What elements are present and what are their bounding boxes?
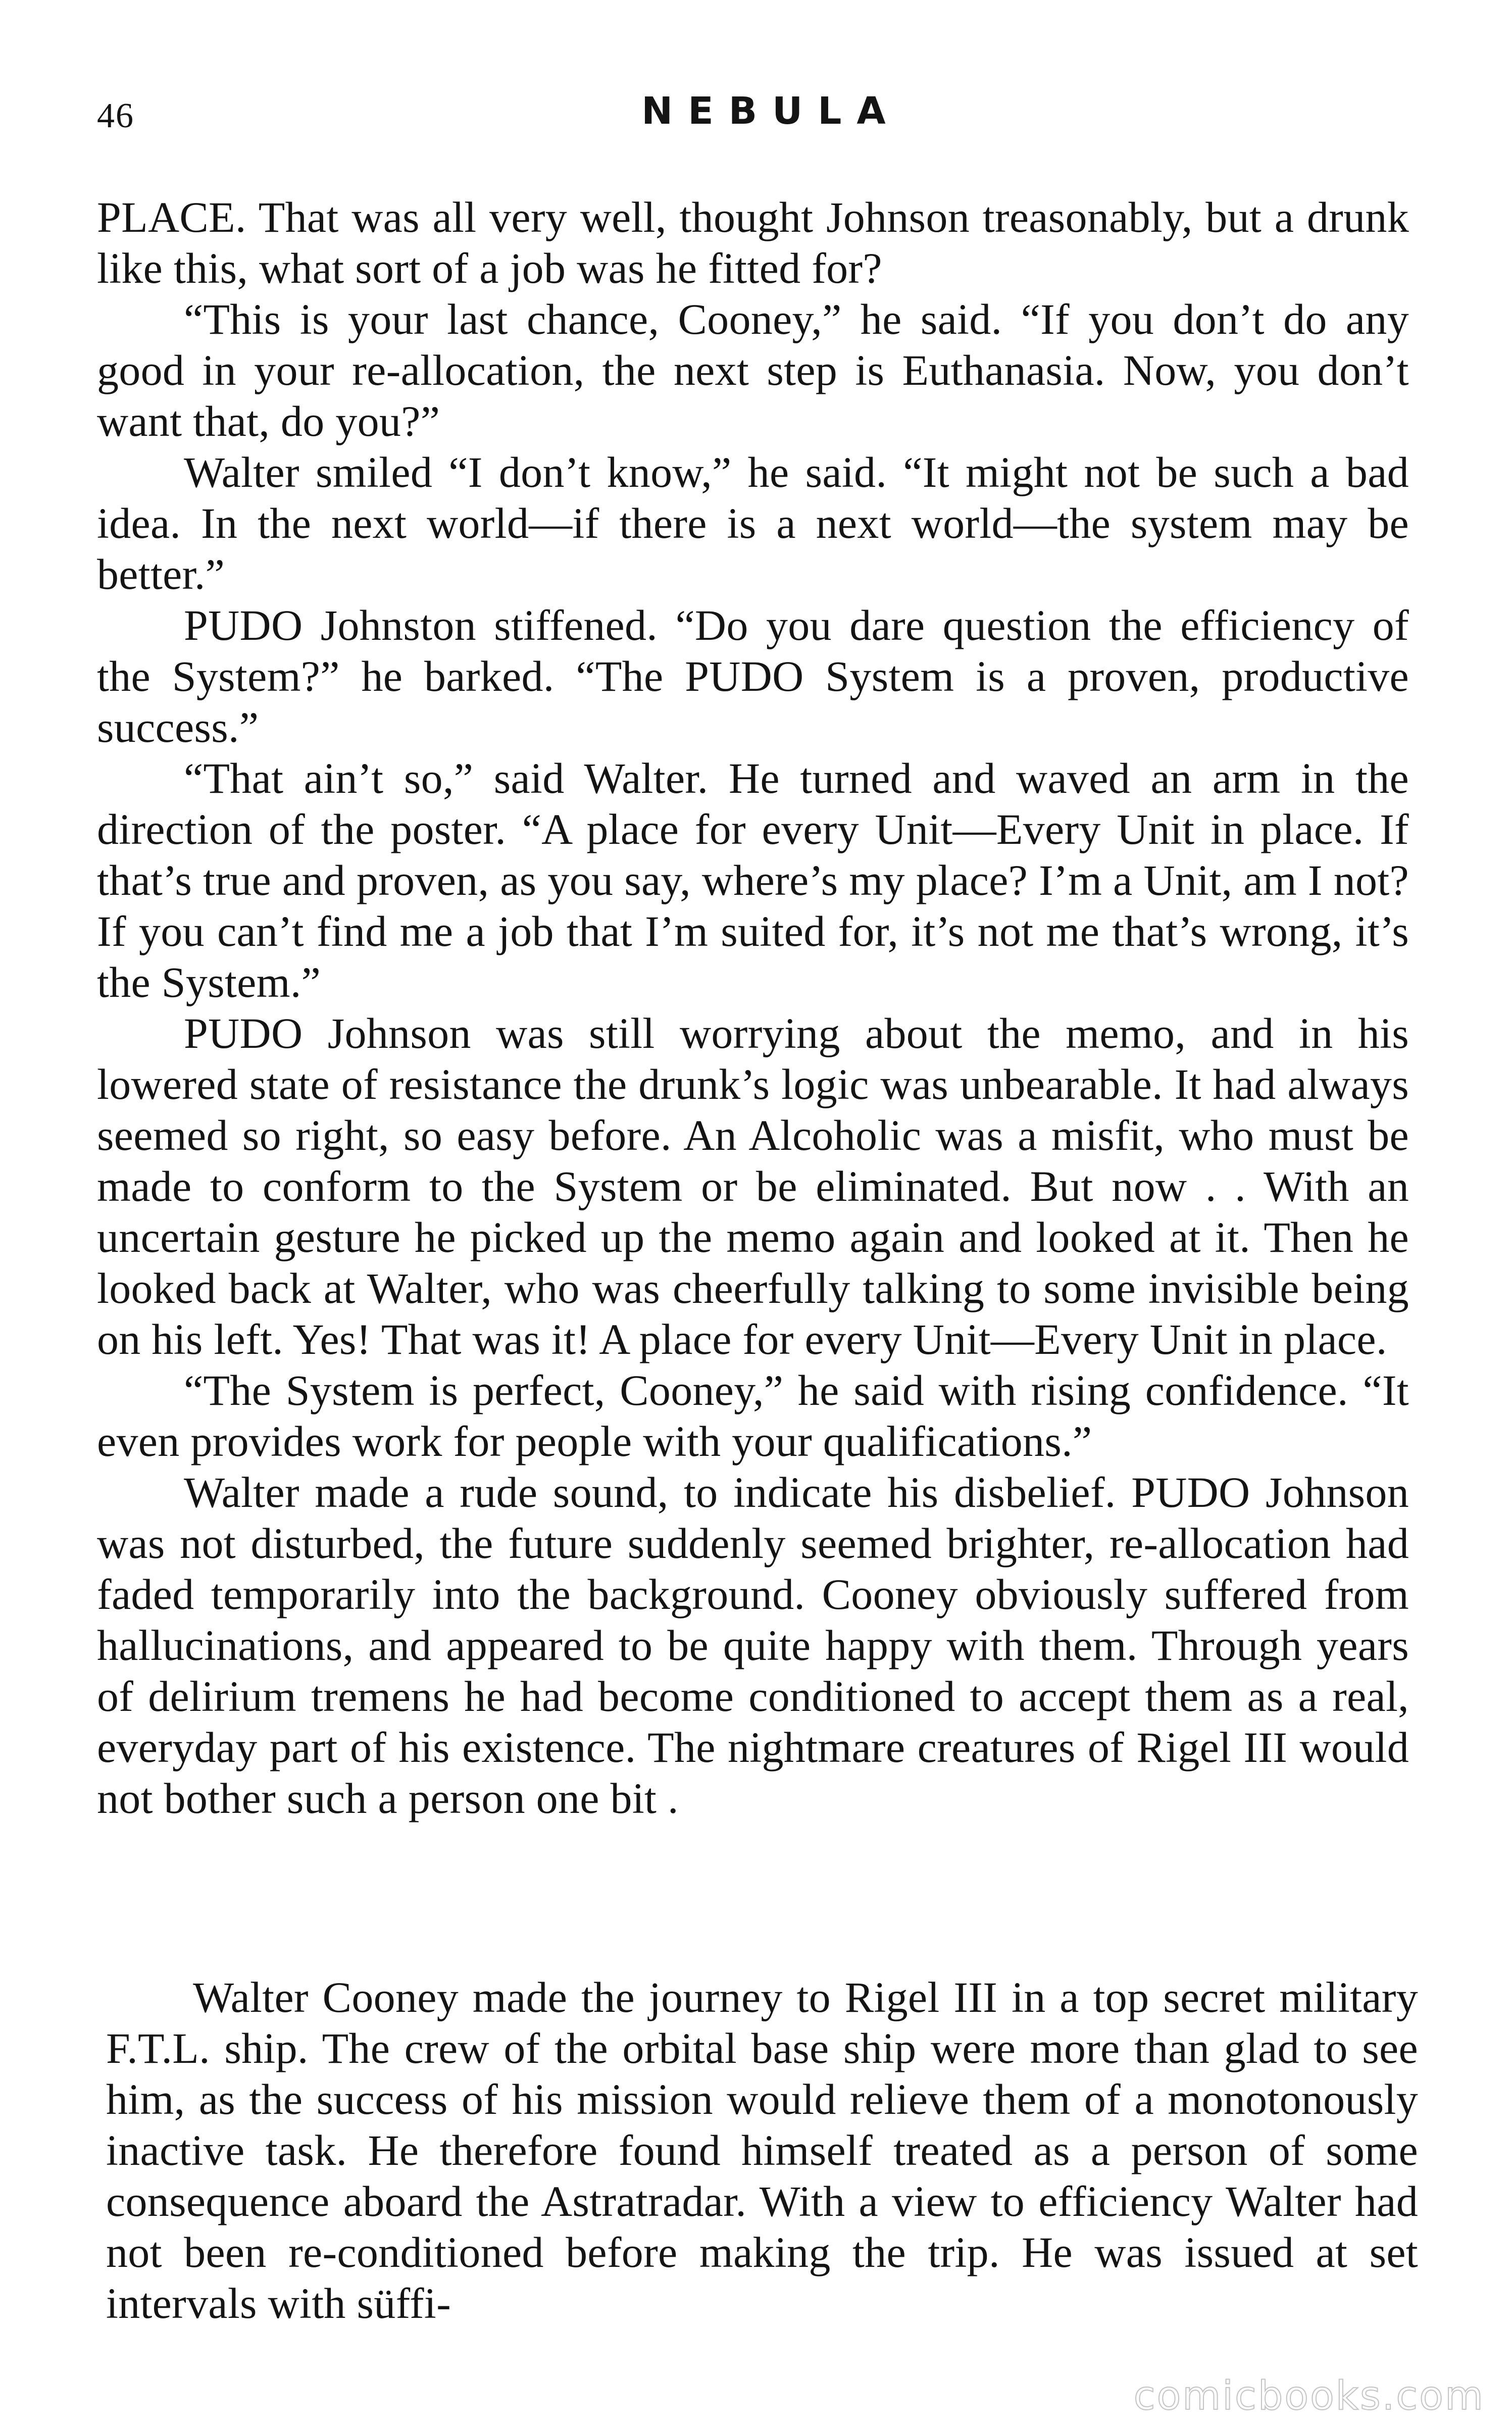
paragraph-3: Walter smiled “I don’t know,” he said. “It might not be such a bad idea. In the next world—if there is a next world—the system may be better.” <box>97 448 1409 598</box>
watermark-logo: comicbooks.com <box>1133 2373 1485 2419</box>
running-head-title: NEBULA <box>641 89 901 133</box>
paragraph-8: Walter made a rude sound, to indicate his disbelief. PUDO Johnson was not disturbed, the future suddenly seemed brighter, re-allocation had faded temporarily into the background. Cooney obviously suffered from hallucinations, and appeared to be quite happy with them. Through years of delirium tremens he had become conditioned to accept them as a real, everyday part of his existence. The nightmare creatures of Rigel III would not bother such a person one bit . <box>97 1468 1409 1822</box>
section-two-paragraph-1: Walter Cooney made the journey to Rigel III in a top secret military F.T.L. ship. The crew of the orbital base ship were more than glad to see him, as the success of his mission would relieve them of a monotonously inactive task. He therefore found himself treated as a person of some consequence aboard the Astratradar. With a view to efficiency Walter had not been re-conditioned before making the trip. He was issued at set intervals with süffi- <box>106 1973 1418 2327</box>
paragraph-6: PUDO Johnson was still worrying about the memo, and in his lowered state of resistance the drunk’s logic was unbearable. It had always seemed so right, so easy before. An Alcoholic was a misfit, who must be made to conform to the System or be eliminated. But now . . With an uncertain gesture he picked up the memo again and looked at it. Then he looked back at Walter, who was cheerfully talking to some invisible being on his left. Yes! That was it! A place for every Unit—Every Unit in place. <box>97 1009 1409 1363</box>
paragraph-1: PLACE. That was all very well, thought Johnson treasonably, but a drunk like this, what sort of a job was he fitted for? <box>97 193 1409 292</box>
paragraph-2: “This is your last chance, Cooney,” he said. “If you don’t do any good in your re-allocation, the next step is Euthanasia. Now, you don’t want that, do you?” <box>97 295 1409 445</box>
section-two-text <box>106 1972 1418 2329</box>
paragraph-5: “That ain’t so,” said Walter. He turned and waved an arm in the direction of the poster. “A place for every Unit—Every Unit in place. If that’s true and proven, as you say, where’s my place? I’m a Unit, am I not? If you can’t find me a job that I’m suited for, it’s not me that’s wrong, it’s the System.” <box>97 754 1409 1006</box>
page-number: 46 <box>97 96 134 135</box>
body-text <box>97 192 1409 1824</box>
paragraph-7: “The System is perfect, Cooney,” he said with rising confidence. “It even provides work for people with your qualifications.” <box>97 1366 1409 1465</box>
paragraph-4: PUDO Johnston stiffened. “Do you dare question the efficiency of the System?” he barked. “The PUDO System is a proven, productive success.” <box>97 601 1409 751</box>
page-header <box>97 88 1415 144</box>
